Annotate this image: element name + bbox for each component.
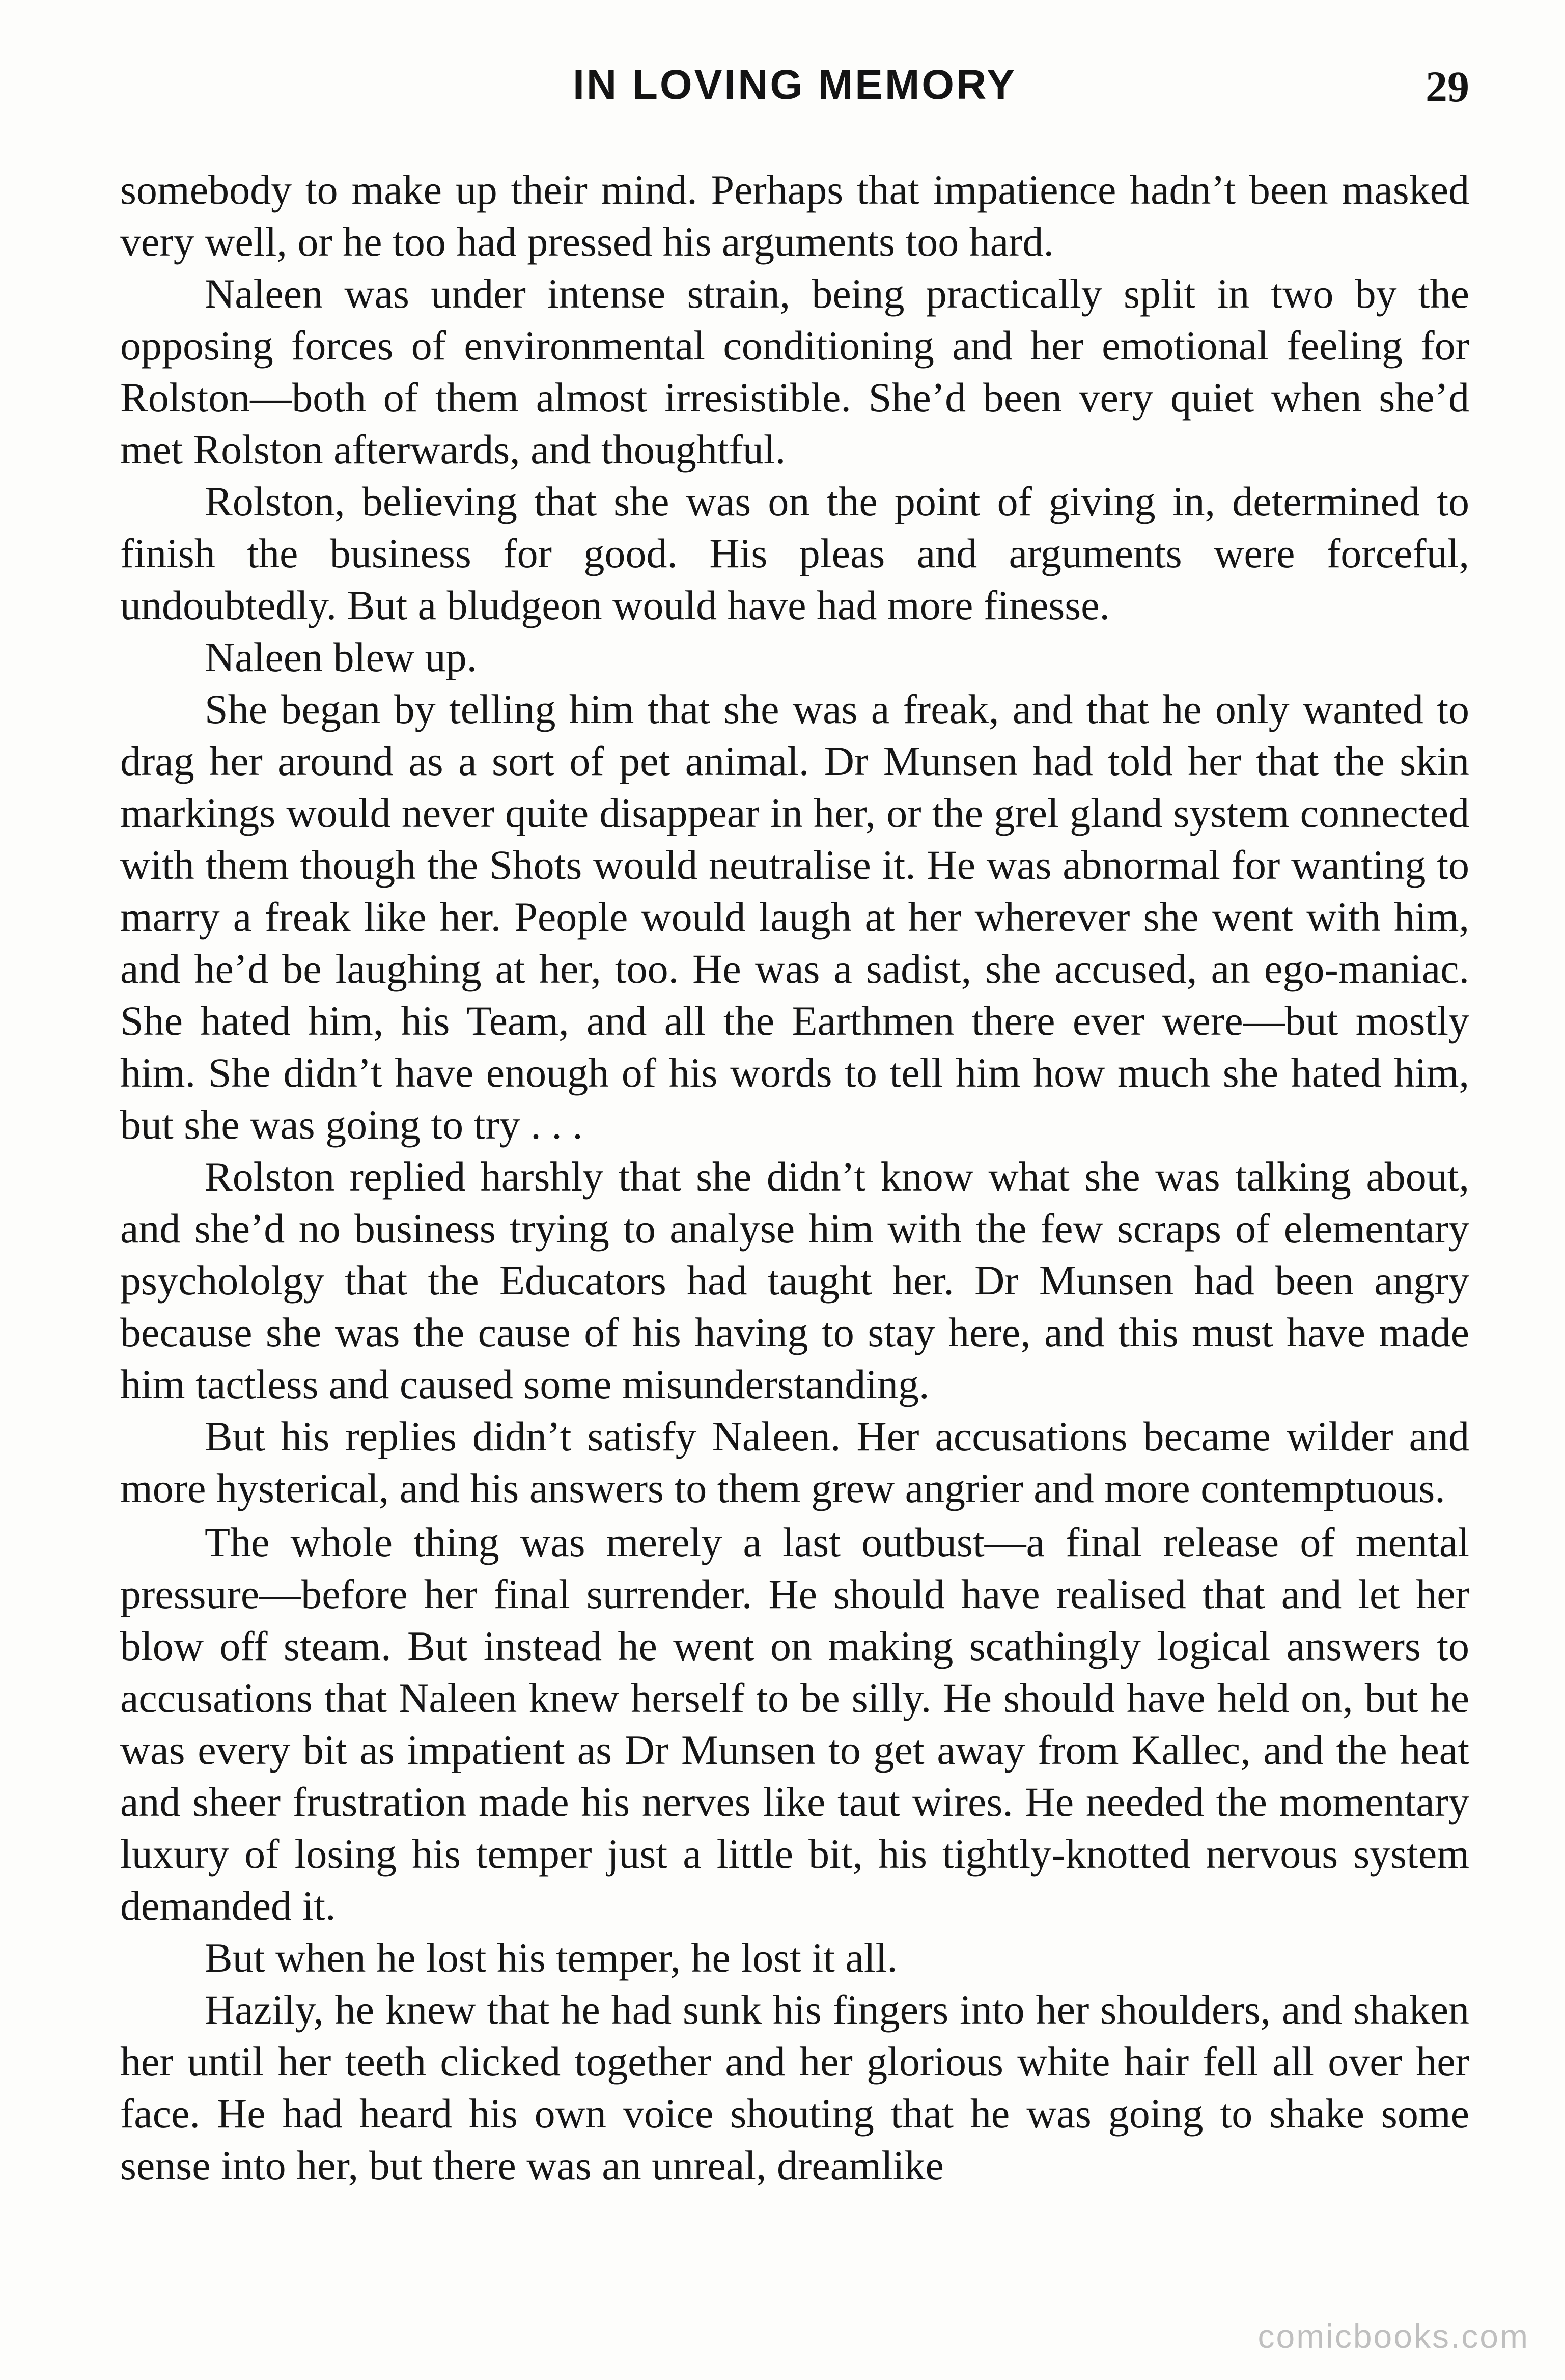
paragraph: The whole thing was merely a last outbust—a final release of mental pressure—before her final surrender. He should have realised that and let her blow off steam. But instead he went on making scathingly logical answers to accusations that Naleen knew herself to be silly. He should have held on, but he was every bit as impatient as Dr Munsen to get away from Kallec, and the heat and sheer frustration made his nerves like taut wires. He needed the momentary luxury of losing his temper just a little bit, his tightly-knotted nervous system demanded it. xyxy=(120,1519,1469,1929)
running-header xyxy=(120,61,1469,117)
paragraph: But his replies didn’t satisfy Naleen. Her accusations became wilder and more hysterical, and his answers to them grew angrier and more contemptuous. xyxy=(120,1413,1469,1511)
paragraph: Rolston replied harshly that she didn’t know what she was talking about, and she’d no business trying to analyse him with the few scraps of elementary psychololgy that the Educators had taught her. Dr Munsen had been angry because she was the cause of his having to stay here, and this must have made him tactless and caused some misunderstanding. xyxy=(120,1153,1469,1407)
paragraph: Naleen was under intense strain, being practically split in two by the opposing forces of environmental conditioning and her emotional feeling for Rolston—both of them almost irresistible. She’d been very quiet when she’d met Rolston afterwards, and thoughtful. xyxy=(120,270,1469,473)
paragraph: Hazily, he knew that he had sunk his fingers into her shoulders, and shaken her until her teeth clicked together and her glorious white hair fell all over her face. He had heard his own voice shouting that he was going to shake some sense into her, but there was an unreal, dreamlike xyxy=(120,1986,1469,2189)
paragraph: somebody to make up their mind. Perhaps that impatience hadn’t been masked very well, or he too had pressed his arguments too hard. xyxy=(120,167,1469,265)
paragraph: But when he lost his temper, he lost it all. xyxy=(205,1934,898,1981)
paragraph: She began by telling him that she was a freak, and that he only wanted to drag her around as a sort of pet animal. Dr Munsen had told her that the skin markings would never quite disappear in her, or the grel gland system connected with them though the Shots would neutralise it. He was abnormal for wanting to marry a freak like her. People would laugh at her wherever she went with him, and he’d be laughing at her, too. He was a sadist, she accused, an ego-maniac. She hated him, his Team, and all the Earthmen there ever were—but mostly him. She didn’t have enough of his words to tell him how much she hated him, but she was going to try . . . xyxy=(120,686,1469,1148)
page-number: 29 xyxy=(1426,62,1469,111)
watermark: comicbooks.com xyxy=(1257,2317,1529,2355)
body-text xyxy=(120,164,1469,2192)
running-title: IN LOVING MEMORY xyxy=(573,62,1017,108)
paragraph: Naleen blew up. xyxy=(205,634,478,680)
paragraph: Rolston, believing that she was on the point of giving in, determined to finish the business for good. His pleas and arguments were forceful, undoubtedly. But a bludgeon would have had more finesse. xyxy=(120,478,1469,628)
